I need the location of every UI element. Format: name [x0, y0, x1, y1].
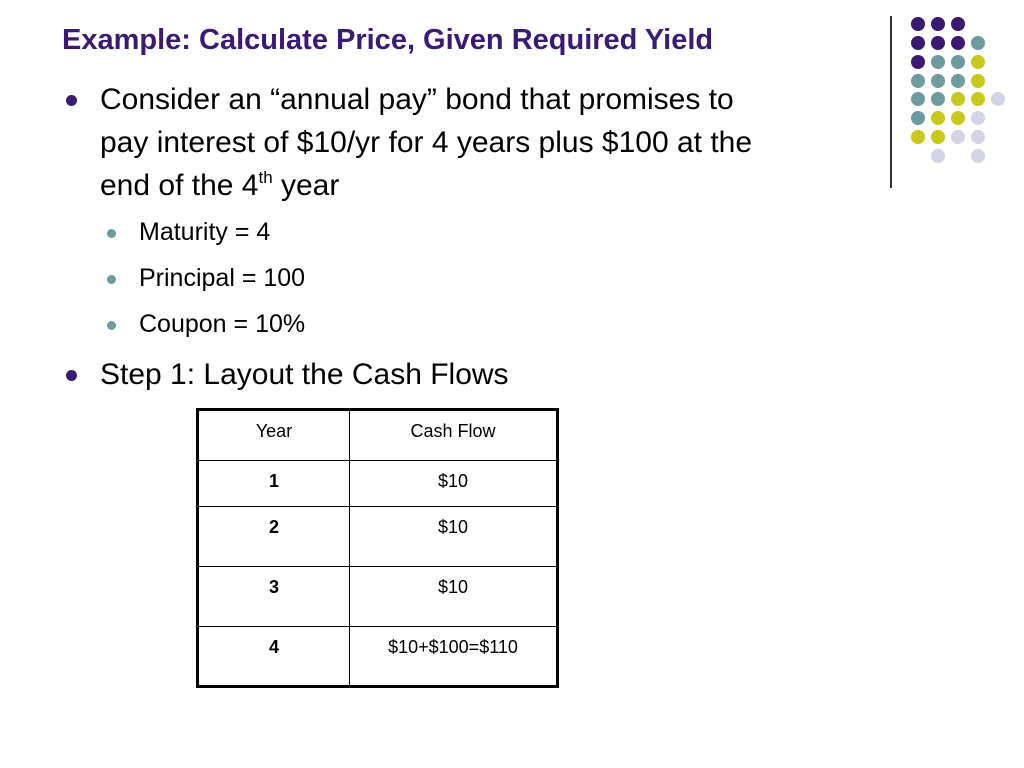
cash-flow-table [196, 408, 559, 688]
dot [931, 92, 945, 106]
table-row [198, 507, 558, 567]
dot [971, 74, 985, 88]
dot [971, 92, 985, 106]
bullet-line-2: pay interest of $10/yr for 4 years plus $100 at the [100, 126, 753, 159]
dot [951, 111, 965, 125]
sub-bullet-dot [107, 229, 116, 238]
dot [911, 36, 925, 50]
sub-bullet-dot [107, 321, 116, 330]
bullet-consider [100, 78, 920, 207]
bullet-step-1-text: Step 1: Layout the Cash Flows [100, 358, 509, 391]
dot [971, 36, 985, 50]
dot [991, 92, 1005, 106]
bullet-line-3-start: end of the 4 [100, 169, 259, 202]
slide-title: Example: Calculate Price, Given Required Yield [62, 24, 714, 56]
dot [931, 111, 945, 125]
table-row [198, 627, 558, 687]
dot [951, 17, 965, 31]
cell-year: 2 [198, 507, 350, 567]
cell-year: 3 [198, 567, 350, 627]
dot [931, 55, 945, 69]
dot [951, 74, 965, 88]
sub-bullet-text: Coupon = 10% [139, 310, 306, 338]
dot [951, 36, 965, 50]
dot [931, 36, 945, 50]
table-row [198, 567, 558, 627]
sub-bullet-principal [139, 264, 305, 293]
dot [971, 111, 985, 125]
header-year: Year [198, 410, 350, 461]
dot [931, 74, 945, 88]
dot [951, 55, 965, 69]
cell-cash-flow: $10 [350, 461, 558, 507]
superscript-th: th [258, 168, 273, 187]
table-row [198, 461, 558, 507]
dot [911, 55, 925, 69]
table-header-row [198, 410, 558, 461]
sub-bullet-text: Principal = 100 [139, 264, 306, 292]
bullet-dot [66, 370, 77, 381]
dot [971, 55, 985, 69]
dot [931, 149, 945, 163]
sub-bullet-dot [107, 275, 116, 284]
dot [971, 149, 985, 163]
dot [931, 130, 945, 144]
bullet-line-3 [100, 164, 920, 207]
bullet-line-3-end: year [272, 169, 340, 202]
sub-bullet-coupon [139, 310, 305, 339]
bullet-step-1 [100, 353, 920, 396]
dot [931, 17, 945, 31]
cell-cash-flow: $10+$100=$110 [350, 627, 558, 687]
dot [971, 130, 985, 144]
dot [951, 92, 965, 106]
dot [911, 17, 925, 31]
dot [951, 130, 965, 144]
cell-cash-flow: $10 [350, 567, 558, 627]
sub-bullet-maturity [139, 218, 270, 247]
header-cash-flow: Cash Flow [350, 410, 558, 461]
cell-year: 4 [198, 627, 350, 687]
bullet-line-1: Consider an “annual pay” bond that promises to [100, 83, 734, 116]
sub-bullet-text: Maturity = 4 [139, 218, 271, 246]
bullet-dot [66, 95, 77, 106]
cell-cash-flow: $10 [350, 507, 558, 567]
cell-year: 1 [198, 461, 350, 507]
